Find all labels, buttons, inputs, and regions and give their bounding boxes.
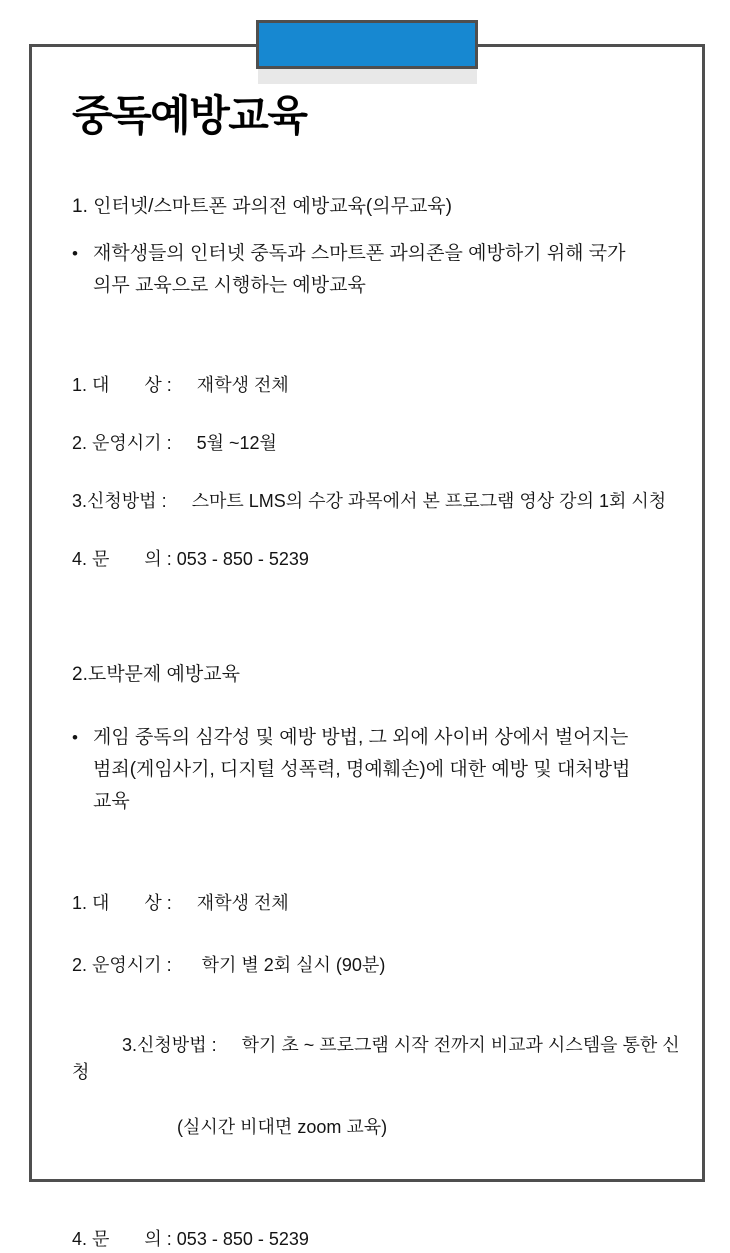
bullet-line: 의무 교육으로 시행하는 예방교육 (93, 275, 366, 297)
content-panel (29, 44, 705, 1250)
bullet-line: 게임 중독의 심각성 및 예방 방법, 그 외에 사이버 상에서 벌어지는 (93, 727, 629, 749)
section-heading: 1. 인터넷/스마트폰 과의전 예방교육(의무교육) (72, 196, 452, 218)
info-line-target: 1. 대 상 : 재학생 전체 (72, 375, 289, 396)
bullet-marker-icon: • (72, 728, 78, 748)
info-list (72, 372, 692, 573)
page-title: 중독예방교육 (72, 92, 307, 139)
info-list (72, 890, 692, 1253)
bullet-line: 범죄(게임사기, 디지털 성폭력, 명예훼손)에 대한 예방 및 대처방법 (93, 759, 631, 781)
bullet-line: 재학생들의 인터넷 중독과 스마트폰 과의존을 예방하기 위해 국가 (93, 243, 626, 265)
info-line-schedule: 2. 운영시기 : 5월 ~12월 (72, 433, 277, 454)
info-line-schedule: 2. 운영시기 : 학기 별 2회 실시 (90분) (72, 955, 386, 976)
top-tab (256, 20, 478, 69)
bullet-text (93, 722, 692, 818)
info-line-apply-method (72, 1005, 692, 1195)
bullet-item (72, 238, 692, 302)
info-line-apply-method: 3.신청방법 : 스마트 LMS의 수강 과목에서 본 프로그램 영상 강의 1회 시청 (72, 491, 667, 512)
apply-method-line-1: 3.신청방법 : 학기 초 ~ 프로그램 시작 전까지 비교과 시스템을 통한 신청 (72, 1035, 680, 1083)
bullet-marker-icon: • (72, 244, 78, 264)
panel-content (32, 91, 702, 1253)
info-line-contact: 4. 문 의 : 053 - 850 - 5239 (72, 549, 309, 570)
bullet-text (93, 238, 692, 302)
section-internet-smartphone (72, 193, 692, 573)
section-heading: 2.도박문제 예방교육 (72, 664, 240, 686)
bullet-line: 교육 (93, 791, 130, 813)
bullet-item (72, 722, 692, 818)
apply-method-line-2: (실시간 비대면 zoom 교육) (177, 1117, 388, 1138)
section-gambling (72, 661, 692, 1253)
tab-shadow (258, 69, 477, 84)
info-line-contact: 4. 문 의 : 053 - 850 - 5239 (72, 1229, 309, 1250)
info-line-target: 1. 대 상 : 재학생 전체 (72, 893, 289, 914)
